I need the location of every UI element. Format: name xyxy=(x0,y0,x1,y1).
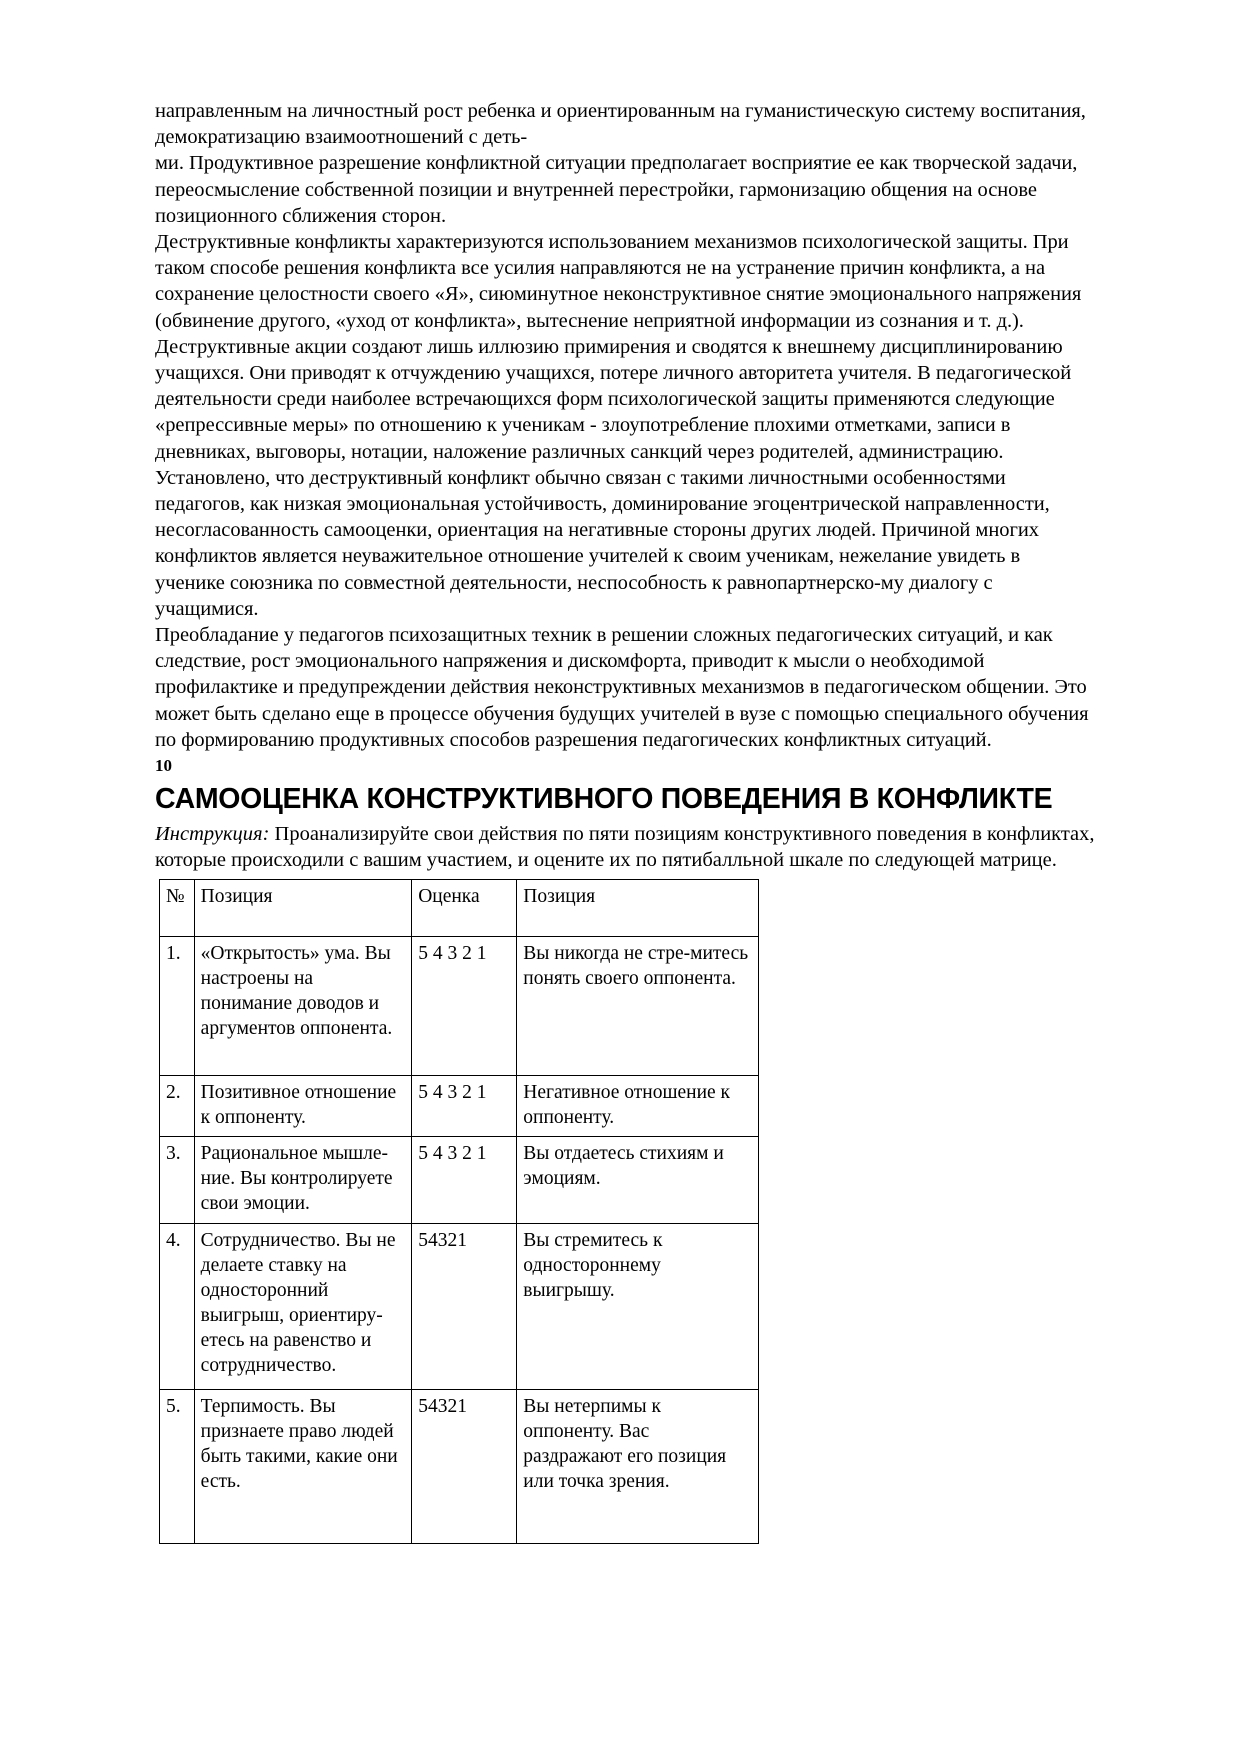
table-row xyxy=(160,1076,759,1137)
table-row xyxy=(160,1137,759,1224)
self-assessment-matrix-table xyxy=(159,879,759,1544)
row-score-scale[interactable]: 5 4 3 2 1 xyxy=(412,1076,517,1137)
page-content xyxy=(155,98,1095,1544)
row-number: 4. xyxy=(160,1224,195,1390)
row-position-left: Рациональное мышле-ние. Вы контролируете свои эмоции. xyxy=(194,1137,412,1224)
section-heading: САМООЦЕНКА КОНСТРУКТИВНОГО ПОВЕДЕНИЯ В КОНФЛИКТЕ xyxy=(155,783,1053,816)
row-score-scale[interactable]: 54321 xyxy=(412,1224,517,1390)
row-position-left: Терпимость. Вы признаете право людей быть такими, какие они есть. xyxy=(194,1390,412,1544)
row-position-right: Вы нетерпимы к оппоненту. Вас раздражают его позиция или точка зрения. xyxy=(517,1390,759,1544)
instruction-text: Проанализируйте свои действия по пяти позициям конструктивного поведения в конфликтах, которые происходили с вашим участием, и оцените их по пятибалльной шкале по следующей матрице. xyxy=(155,823,1095,872)
row-number: 3. xyxy=(160,1137,195,1224)
row-score-scale[interactable]: 5 4 3 2 1 xyxy=(412,937,517,1076)
row-position-left: Позитивное отношение к оппоненту. xyxy=(194,1076,412,1137)
paragraph-2: ми. Продуктивное разрешение конфликтной ситуации предполагает восприятие ее как творческой задачи, переосмысление собственной позиции и внутренней перестройки, гармонизацию общения на основе позиционного сближения сторон. xyxy=(155,152,1078,227)
instruction-paragraph xyxy=(155,821,1095,873)
header-cell-number: № xyxy=(160,880,195,937)
header-cell-score: Оценка xyxy=(412,880,517,937)
paragraph-1: направленным на личностный рост ребенка и ориентированным на гуманистическую систему воспитания, демократизацию взаимоотношений с деть- xyxy=(155,100,1086,149)
row-position-left: «Открытость» ума. Вы настроены на понимание доводов и аргументов оппонента. xyxy=(194,937,412,1076)
table-row xyxy=(160,937,759,1076)
row-position-right: Вы никогда не стре-митесь понять своего оппонента. xyxy=(517,937,759,1076)
header-cell-position-left: Позиция xyxy=(194,880,412,937)
table-row xyxy=(160,1224,759,1390)
body-text-block xyxy=(155,98,1095,753)
paragraph-4: Установлено, что деструктивный конфликт обычно связан с такими личностными особенностями педагогов, как низкая эмоциональная устойчивость, доминирование эгоцентрической направленности, несогласованность самооценки, ориентация на негативные стороны других людей. Причиной многих конфликтов является неуважительное отношение учителей к своим ученикам, нежелание увидеть в ученике союзника по совместной деятельности, неспособность к равнопартнерско-му диалогу с учащимися. xyxy=(155,466,1050,620)
table-header-row xyxy=(160,880,759,937)
row-number: 2. xyxy=(160,1076,195,1137)
row-number: 1. xyxy=(160,937,195,1076)
header-cell-position-right: Позиция xyxy=(517,880,759,937)
instruction-label: Инструкция: xyxy=(155,823,270,846)
row-number: 5. xyxy=(160,1390,195,1544)
table-row xyxy=(160,1390,759,1544)
row-position-right: Вы стремитесь к одностороннему выигрышу. xyxy=(517,1224,759,1390)
row-position-right: Негативное отношение к оппоненту. xyxy=(517,1076,759,1137)
row-position-right: Вы отдаетесь стихиям и эмоциям. xyxy=(517,1137,759,1224)
paragraph-3: Деструктивные конфликты характеризуются использованием механизмов психологической защиты. При таком способе решения конфликта все усилия направляются не на устранение причин конфликта, а на сохранение целостности своего «Я», сиюминутное неконструктивное снятие эмоционального напряжения (обвинение другого, «уход от конфликта», вытеснение неприятной информации из сознания и т. д.). Деструктивные акции создают лишь иллюзию примирения и сводятся к внешнему дисциплинированию учащихся. Они приводят к отчуждению учащихся, потере личного авторитета учителя. В педагогической деятельности среди наиболее встречающихся форм психологической защиты применяются следующие «репрессивные меры» по отношению к ученикам - злоупотребление плохими отметками, записи в дневниках, выговоры, нотации, наложение различных санкций через родителей, администрацию. xyxy=(155,231,1082,463)
row-score-scale[interactable]: 5 4 3 2 1 xyxy=(412,1137,517,1224)
row-position-left: Сотрудничество. Вы не делаете ставку на односторонний выигрыш, ориентиру-етесь на равенство и сотрудничество. xyxy=(194,1224,412,1390)
row-score-scale[interactable]: 54321 xyxy=(412,1390,517,1544)
page-number: 10 xyxy=(155,756,172,776)
paragraph-5: Преобладание у педагогов психозащитных техник в решении сложных педагогических ситуаций, и как следствие, рост эмоционального напряжения и дискомфорта, приводит к мысли о необходимой профилактике и предупреждении действия неконструктивных механизмов в педагогическом общении. Это может быть сделано еще в процессе обучения будущих учителей в вузе с помощью специального обучения по формированию продуктивных способов разрешения педагогических конфликтных ситуаций. xyxy=(155,624,1089,751)
